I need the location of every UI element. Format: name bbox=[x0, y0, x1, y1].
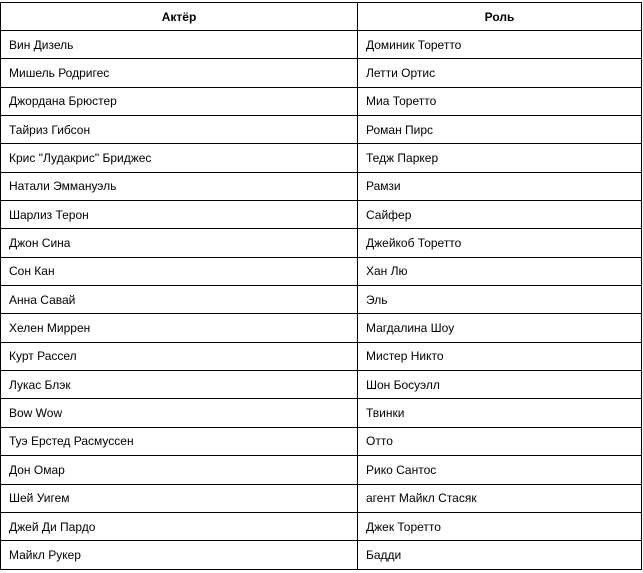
table-row bbox=[1, 59, 642, 87]
table-row bbox=[1, 172, 642, 200]
actor-cell: Хелен Миррен bbox=[1, 314, 358, 342]
role-cell: Рико Сантос bbox=[358, 456, 642, 484]
role-cell: Бадди bbox=[358, 541, 642, 569]
table-row bbox=[1, 456, 642, 484]
table-row bbox=[1, 342, 642, 370]
actor-cell: Шей Уигем bbox=[1, 484, 358, 512]
actor-cell: Тайриз Гибсон bbox=[1, 116, 358, 144]
table-row bbox=[1, 87, 642, 115]
table-row bbox=[1, 116, 642, 144]
actor-cell: Мишель Родригес bbox=[1, 59, 358, 87]
role-cell: Эль bbox=[358, 286, 642, 314]
role-cell: Мистер Никто bbox=[358, 342, 642, 370]
actor-cell: Сон Кан bbox=[1, 257, 358, 285]
role-cell: агент Майкл Стасяк bbox=[358, 484, 642, 512]
role-cell: Отто bbox=[358, 427, 642, 455]
actor-cell: Натали Эммануэль bbox=[1, 172, 358, 200]
table-row bbox=[1, 512, 642, 540]
actor-cell: Дон Омар bbox=[1, 456, 358, 484]
table-row bbox=[1, 371, 642, 399]
table-row bbox=[1, 229, 642, 257]
actor-cell: Лукас Блэк bbox=[1, 371, 358, 399]
table-header-row bbox=[1, 3, 642, 31]
actor-cell: Туэ Ерстед Расмуссен bbox=[1, 427, 358, 455]
actor-cell: Крис "Лудакрис" Бриджес bbox=[1, 144, 358, 172]
role-column-header: Роль bbox=[358, 3, 642, 31]
table-row bbox=[1, 257, 642, 285]
role-cell: Миа Торетто bbox=[358, 87, 642, 115]
actor-cell: Шарлиз Терон bbox=[1, 201, 358, 229]
actor-cell: Bow Wow bbox=[1, 399, 358, 427]
role-cell: Летти Ортис bbox=[358, 59, 642, 87]
actor-cell: Майкл Рукер bbox=[1, 541, 358, 569]
actor-cell: Вин Дизель bbox=[1, 31, 358, 59]
role-cell: Джек Торетто bbox=[358, 512, 642, 540]
table-row bbox=[1, 314, 642, 342]
table-row bbox=[1, 399, 642, 427]
cast-table bbox=[0, 2, 642, 570]
role-cell: Рамзи bbox=[358, 172, 642, 200]
actor-cell: Джей Ди Пардо bbox=[1, 512, 358, 540]
role-cell: Шон Босуэлл bbox=[358, 371, 642, 399]
table-row bbox=[1, 201, 642, 229]
role-cell: Твинки bbox=[358, 399, 642, 427]
actor-cell: Анна Савай bbox=[1, 286, 358, 314]
role-cell: Магдалина Шоу bbox=[358, 314, 642, 342]
table-row bbox=[1, 427, 642, 455]
table-row bbox=[1, 144, 642, 172]
role-cell: Хан Лю bbox=[358, 257, 642, 285]
actor-cell: Джордана Брюстер bbox=[1, 87, 358, 115]
role-cell: Доминик Торетто bbox=[358, 31, 642, 59]
table-row bbox=[1, 31, 642, 59]
role-cell: Сайфер bbox=[358, 201, 642, 229]
actor-cell: Курт Рассел bbox=[1, 342, 358, 370]
table-row bbox=[1, 541, 642, 569]
actor-column-header: Актёр bbox=[1, 3, 358, 31]
actor-cell: Джон Сина bbox=[1, 229, 358, 257]
role-cell: Роман Пирс bbox=[358, 116, 642, 144]
table-row bbox=[1, 484, 642, 512]
table-row bbox=[1, 286, 642, 314]
role-cell: Тедж Паркер bbox=[358, 144, 642, 172]
role-cell: Джейкоб Торетто bbox=[358, 229, 642, 257]
